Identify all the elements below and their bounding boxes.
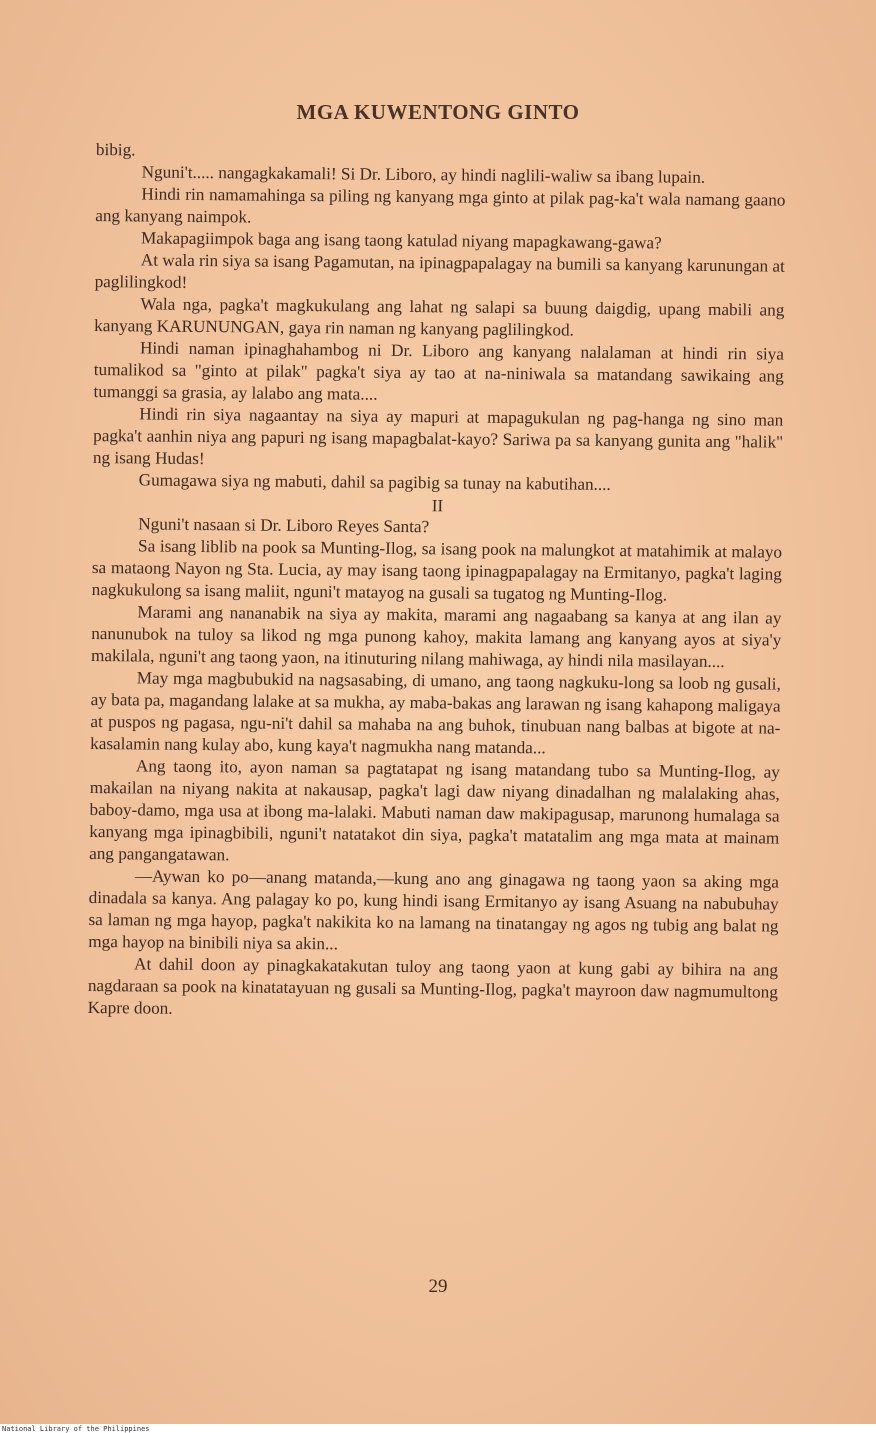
paragraph: Makapagiimpok baga ang isang taong katulad niyang mapagkawang-gawa? <box>140 228 662 253</box>
section-heading: II <box>431 496 444 516</box>
paragraph: Nguni't nasaan si Dr. Liboro Reyes Santa? <box>138 514 430 537</box>
paragraph: May mga magbubukid na nagsasabing, di umano, ang taong nagkuku-long sa loob ng gusali, ay bata pa, magandang lalake at sa mukha, ay maba-bakas ang larawan ng isang kahapong maligaya at puspos ng pagasa, ngu-ni't dahil sa mahaba na ang buhok, tinubuan nang balbas at bigote at na-kasalamin nang kulay abo, kung kaya't nagmukha nang matanda... <box>90 668 781 758</box>
paragraph: Gumagawa siya ng mabuti, dahil sa pagibig sa tunay na kabutihan.... <box>138 470 611 494</box>
paragraph: Hindi rin namamahinga sa piling ng kanyang mga ginto at pilak pag-ka't wala namang gaano ang kanyang naimpok. <box>95 184 786 227</box>
paragraph: Wala nga, pagka't magkukulang ang lahat ng salapi sa buung daigdig, upang mabili ang kanyang KARUNUNGAN, gaya rin naman ng kanyang paglilingkod. <box>94 294 785 340</box>
paragraph: Marami ang nananabik na siya ay makita, marami ang nagaabang sa kanya at ang ilan ay nanunubok na tuloy sa likod ng mga punong kahoy, makita lamang ang kanyang ayos at siya'y makilala, nguni't ang taong yaon, na itinuturing nilang mahiwaga, ay hindi nila masilayan.... <box>90 602 782 672</box>
running-head-title: MGA KUWENTONG GINTO <box>296 100 580 124</box>
paragraph: At dahil doon ay pinagkakatakutan tuloy ang taong yaon at kung gabi ay bihira na ang nagdaraan sa pook na kinatatayuan ng gusali sa Munting-Ilog, pagka't mayroon daw nagmumultong Kapre doon. <box>87 954 779 1018</box>
paragraph: Hindi naman ipinaghahambog ni Dr. Liboro ang kanyang nalalaman at hindi rin siya tumalikod sa "ginto at pilak" pagka't siya ay tao at na-niniwala sa matandang sawikaing ang tumanggi sa grasia, ay lalabo ang mata.... <box>93 338 785 404</box>
body-text <box>88 139 786 1026</box>
paragraph-continuation: bibig. <box>95 139 136 160</box>
page-number: 29 <box>428 1276 448 1297</box>
paragraph: At wala rin siya sa isang Pagamutan, na ipinagpapalagay na bumili sa kanyang karunungan at paglilingkod! <box>94 250 785 292</box>
paragraph: Nguni't..... nangagkakamali! Si Dr. Liboro, ay hindi naglili-waliw sa ibang lupain. <box>141 162 706 187</box>
paragraph: Ang taong ito, ayon naman sa pagtatapat ng isang matandang tubo sa Munting-Ilog, ay makailan na niyang nakita at nakausap, pagka't lagi daw niyang dinadalhan ng malalaking ahas, baboy-damo, mga usa at ibong ma-lalaki. Mabuti naman daw makipagusap, marunong humalaga sa kanyang mga ipinagbibili, nguni't natatakot din siya, pagka't matatalim ang mga mata at mainam ang pangangatawan. <box>89 756 781 865</box>
library-credit: National Library of the Philippines <box>2 1425 150 1433</box>
paragraph: Hindi rin siya nagaantay na siya ay mapuri at mapagukulan ng pag-hanga ng sino man pagka't aanhin niya ang papuri ng isang mapagbalat-kayo? Sariwa pa sa kanyang gunita ang "halik" ng isang Hudas! <box>92 404 784 469</box>
paragraph: —Aywan ko po—anang matanda,—kung ano ang ginagawa ng taong yaon sa aking mga dinadala sa kanya. Ang palagay ko po, kung hindi isang Ermitanyo ay isang Asuang na nabubuhay sa laman ng mga hayop, pagka't nakikita ko na lamang na tinatangay ng agos ng tubig ang balat ng mga hayop na binibili niya sa akin... <box>88 866 779 954</box>
paragraph: Sa isang liblib na pook sa Munting-Ilog, sa isang pook na malungkot at matahimik at malayo sa mataong Nayon ng Sta. Lucia, ay may isang taong ipinagpapalagay na Ermitanyo, pagka't laging nagkukulong sa isang maliit, nguni't matayog na gusali sa tugatog ng Munting-Ilog. <box>91 536 783 605</box>
